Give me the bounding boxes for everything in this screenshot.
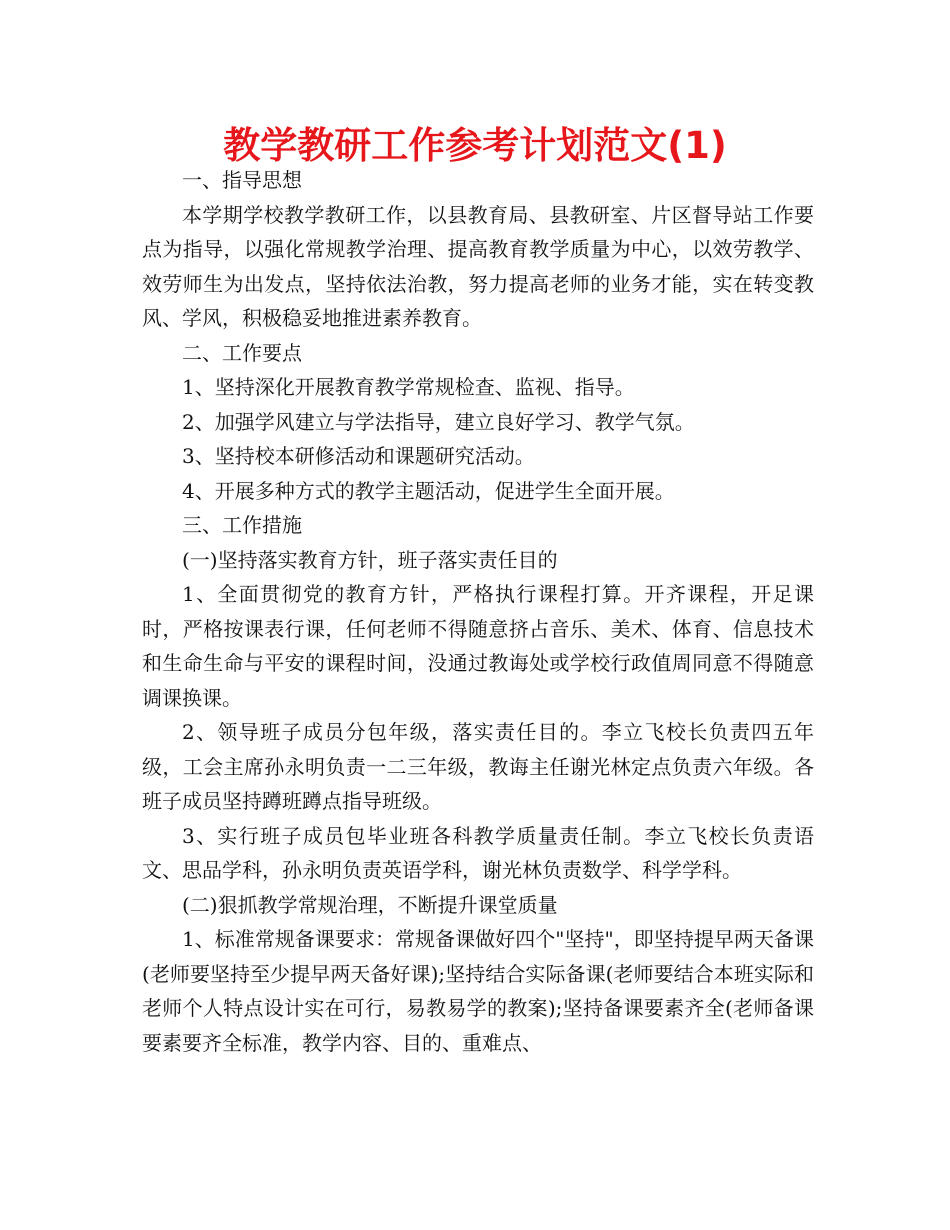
list-item: 4、开展多种方式的教学主题活动，促进学生全面开展。	[182, 478, 675, 503]
section-heading: 二、工作要点	[182, 340, 302, 365]
subsection-heading: (一)坚持落实教育方针，班子落实责任目的	[182, 547, 558, 572]
paragraph: 1、全面贯彻党的教育方针，严格执行课程打算。开齐课程，开足课时，严格按课表行课，任何老师不得随意挤占音乐、美术、体育、信息技术和生命生命与平安的课程时间，没通过教诲处或学校行政值周同意不得随意调课换课。	[142, 582, 814, 710]
paragraph: 2、领导班子成员分包年级，落实责任目的。李立飞校长负责四五年级，工会主席孙永明负责一二三年级，教诲主任谢光林定点负责六年级。各班子成员坚持蹲班蹲点指导班级。	[142, 720, 814, 813]
paragraph: 3、实行班子成员包毕业班各科教学质量责任制。李立飞校长负责语文、思品学科，孙永明负责英语学科，谢光林负责数学、科学学科。	[142, 823, 814, 882]
document-body	[142, 163, 814, 1060]
paragraph: 1、标准常规备课要求：常规备课做好四个"坚持"，即坚持提早两天备课(老师要坚持至少提早两天备好课);坚持结合实际备课(老师要结合本班实际和老师个人特点设计实在可行，易教易学的教案);坚持备课要素齐全(老师备课要素要齐全标准，教学内容、目的、重难点、	[142, 927, 814, 1055]
paragraph: 本学期学校教学教研工作，以县教育局、县教研室、片区督导站工作要点为指导，以强化常规教学治理、提高教育教学质量为中心，以效劳教学、效劳师生为出发点，坚持依法治教，努力提高老师的业务才能，实在转变教风、学风，积极稳妥地推进素养教育。	[142, 202, 814, 330]
list-item: 1、坚持深化开展教育教学常规检查、监视、指导。	[182, 375, 635, 399]
subsection-heading: (二)狠抓教学常规治理，不断提升课堂质量	[182, 892, 558, 917]
document-title: 教学教研工作参考计划范文(1)	[223, 124, 727, 167]
section-heading: 三、工作措施	[182, 513, 302, 537]
section-heading: 一、指导思想	[182, 168, 302, 192]
list-item: 3、坚持校本研修活动和课题研究活动。	[182, 444, 535, 468]
list-item: 2、加强学风建立与学法指导，建立良好学习、教学气氛。	[182, 409, 695, 434]
